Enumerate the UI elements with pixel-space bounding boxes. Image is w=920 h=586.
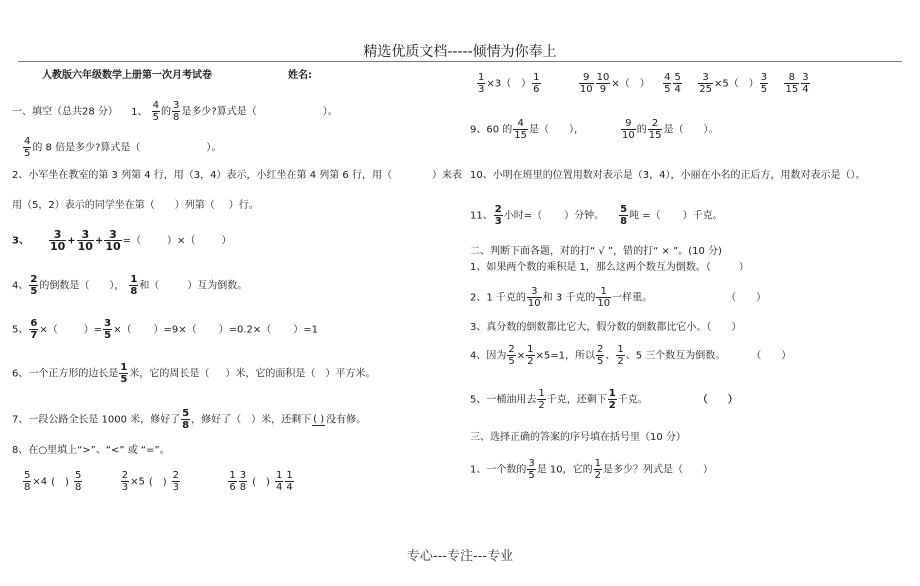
page-footer: 专心---专注---专业: [406, 549, 514, 564]
fraction: $\frac{5}{8}$: [24, 470, 31, 493]
question-8: 8、在○里填上“>”、“<” 或 “=”。: [12, 445, 170, 456]
fraction: $\frac{10}{9}$: [596, 72, 610, 95]
question-2-line2: 用（5，2）表示的同学坐在第（ ）列第（ ）行。: [12, 200, 259, 211]
choice-1: 1、一个数的 $\frac{3}{5}$ 是 10，它的 $\frac{1}{2}$ 是多少？列式是（ ）: [470, 458, 714, 481]
fraction: $\frac{4}{5}$: [152, 100, 160, 123]
page-header: 精选优质文档-----倾情为你奉上: [363, 44, 557, 60]
exam-title: 人教版六年级数学上册第一次月考试卷: [42, 70, 212, 81]
fraction: $\frac{3}{5}$: [528, 458, 535, 481]
question-4: 4、 $\frac{2}{5}$ 的倒数是（ ）， $\frac{1}{8}$ 和（ ）互为倒数。: [12, 274, 248, 297]
judge-3: 3、真分数的倒数都比它大，假分数的倒数都比它小。（ ）: [470, 322, 742, 333]
fraction: $\frac{3}{5}$: [760, 72, 768, 95]
question-11: 11、 $\frac{2}{3}$ 小时=（ ）分钟。 $\frac{5}{8}$ 吨 =（ ）千克。: [470, 204, 723, 227]
fraction: $\frac{4}{15}$: [514, 118, 527, 141]
fraction: $\frac{3}{10}$: [527, 286, 541, 309]
section-1-heading: 一、填空（总共28 分） 1、 $\frac{4}{5}$ 的 $\frac{3}{8}$ 是多少?算式是（ ）。: [12, 100, 338, 123]
fraction: $\frac{2}{5}$: [508, 344, 515, 367]
judge-5: 5、一桶油用去 $\frac{1}{2}$ 千克，还剩下 $\frac{1}{2}$ 千克。 （ ）: [470, 388, 738, 411]
fraction: $\frac{1}{10}$: [597, 286, 611, 309]
fraction: $\frac{4}{5}$: [24, 136, 31, 159]
fraction: $\frac{5}{8}$: [182, 408, 190, 431]
header-rule: [18, 61, 902, 62]
question-5: 5、 $\frac{6}{7}$ ×（ ）= $\frac{3}{5}$ ×（ ）=9×（ ）=0.2×（ ）=1: [12, 318, 319, 341]
question-3: 3、 $\frac{3}{10}$ + $\frac{3}{10}$ + $\frac{3}{10}$ =（ ）×（ ）: [12, 228, 232, 253]
fraction: $\frac{9}{10}$: [622, 118, 635, 141]
judge-1: 1、如果两个数的乘积是 1，那么这两个数互为倒数。（ ）: [470, 262, 749, 273]
question-2-line1: 2、小军坐在教室的第 3 列第 4 行，用（3，4）表示，小红坐在第 4 列第 6 行，用（ ）来表: [12, 170, 462, 181]
fraction: $\frac{3}{4}$: [802, 72, 809, 95]
question-10: 10、小明在班里的位置用数对表示是（3，4），小丽在小名的正后方，用数对表示是（）。: [470, 170, 866, 181]
fraction: $\frac{1}{5}$: [120, 362, 128, 385]
fraction: $\frac{1}{8}$: [130, 274, 138, 297]
fraction: $\frac{6}{7}$: [30, 318, 38, 341]
fraction: $\frac{3}{8}$: [239, 470, 247, 493]
fraction: $\frac{1}{4}$: [275, 470, 283, 493]
fraction: $\frac{1}{2}$: [527, 344, 534, 367]
name-label: 姓名:: [288, 70, 312, 81]
fraction: $\frac{3}{5}$: [104, 318, 112, 341]
fraction: $\frac{5}{8}$: [620, 204, 628, 227]
fraction: $\frac{1}{4}$: [286, 470, 293, 493]
fraction: $\frac{1}{3}$: [478, 72, 485, 95]
question-9: 9、60 的 $\frac{4}{15}$ 是（ ）， $\frac{9}{10}$ 的 $\frac{2}{15}$ 是（ ）。: [470, 118, 719, 141]
fraction: $\frac{2}{3}$: [121, 470, 129, 493]
fraction: $\frac{1}{2}$: [538, 388, 545, 411]
compare-row: $\frac{5}{8}$ ×4 ( ) $\frac{5}{8}$ $\frac{2}{3}$ ×5 ( ) $\frac{2}{3}$ $\frac{1}{6}$ $\frac{3}{8}$ ( ) $\frac{1}{4}$ $\frac{1}{4}$: [24, 470, 293, 493]
fraction: $\frac{8}{15}$: [785, 72, 799, 95]
judge-4: 4、因为 $\frac{2}{5}$ × $\frac{1}{2}$ ×5=1，所以 $\frac{2}{5}$ 、 $\frac{1}{2}$ 、5 三个数互为倒数。 （ ）: [470, 344, 792, 367]
fraction: $\frac{3}{8}$: [173, 100, 180, 123]
fraction: $\frac{4}{5}$: [664, 72, 671, 95]
fraction: $\frac{2}{15}$: [648, 118, 662, 141]
question-6: 6、一个正方形的边长是 $\frac{1}{5}$ 米，它的周长是（ ）米，它的面积是（ ）平方米。: [12, 362, 376, 385]
fraction: $\frac{1}{2}$: [608, 388, 616, 411]
fraction: $\frac{3}{25}$: [699, 72, 712, 95]
fraction: $\frac{1}{2}$: [617, 344, 624, 367]
fraction: $\frac{1}{6}$: [229, 470, 236, 493]
fraction: ( ): [313, 413, 325, 425]
section-3-heading: 三、选择正确的答案的序号填在括号里（10 分）: [470, 432, 686, 443]
fraction: $\frac{5}{4}$: [674, 72, 681, 95]
fraction: $\frac{2}{5}$: [30, 274, 38, 297]
fraction: $\frac{1}{2}$: [594, 458, 602, 481]
fraction: $\frac{2}{3}$: [172, 470, 179, 493]
question-1b: $\frac{4}{5}$ 的 8 倍是多少?算式是（ ）。: [24, 136, 222, 159]
section-2-heading: 二、判断下面各题，对的打“ √ ”，错的打“ × ”。(10 分): [470, 246, 722, 257]
fraction: $\frac{2}{5}$: [597, 344, 604, 367]
fraction: $\frac{3}{10}$: [49, 228, 66, 253]
fraction: $\frac{1}{6}$: [533, 72, 540, 95]
fraction: $\frac{3}{10}$: [77, 228, 93, 253]
question-7: 7、一段公路全长是 1000 米，修好了 $\frac{5}{8}$ ，修好了（ ）米，还剩下 ( ) 没有修。: [12, 408, 367, 431]
judge-2: 2、1 千克的 $\frac{3}{10}$ 和 3 千克的 $\frac{1}{10}$ 一样重。 （ ）: [470, 286, 767, 309]
fraction: $\frac{5}{8}$: [74, 470, 82, 493]
fraction: $\frac{3}{10}$: [105, 228, 121, 253]
fraction: $\frac{2}{3}$: [494, 204, 502, 227]
fraction: $\frac{9}{10}$: [579, 72, 593, 95]
compare-row-right: $\frac{1}{3}$ ×3（ ） $\frac{1}{6}$ $\frac{9}{10}$ $\frac{10}{9}$ ×（ ） $\frac{4}{5}$ $\frac{5}{4}$ $\frac{3}{25}$ ×5（ ） $\frac{3}{5}$ $\frac{8}{15}$ $\frac{3}{4}$: [478, 72, 809, 95]
